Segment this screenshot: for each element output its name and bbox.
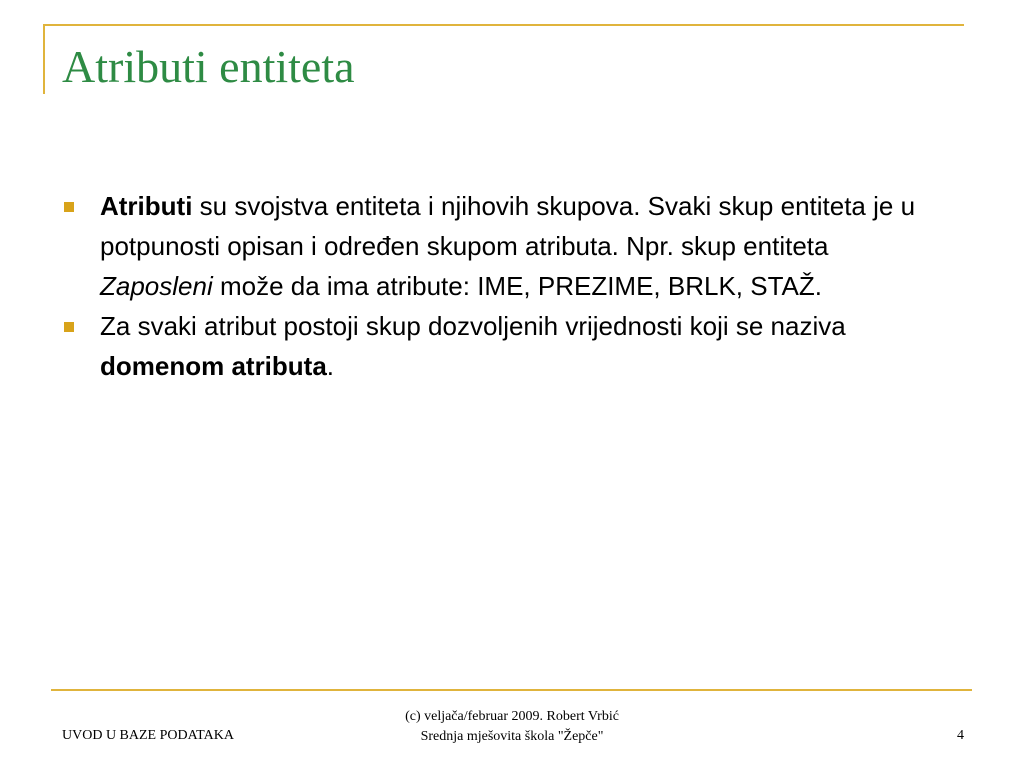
footer-copyright	[320, 707, 704, 747]
page-number: 4	[957, 728, 964, 743]
bullet-text: su svojstva entiteta i njihovih skupova. Svaki skup entiteta je u potpunosti opisan i određen skupom atributa. Npr. skup entiteta	[100, 191, 916, 261]
footer-copyright-line: (c) veljača/februar 2009. Robert Vrbić	[405, 709, 619, 724]
bullet-item-attributes	[62, 186, 942, 306]
bullet-item-domain	[62, 306, 942, 386]
footer-course-title: UVOD U BAZE PODATAKA	[62, 728, 234, 743]
footer-school-line: Srednja mješovita škola "Žepče"	[420, 729, 604, 744]
bullet-text: Za svaki atribut postoji skup dozvoljenih vrijednosti koji se naziva	[100, 311, 846, 341]
footer-rule	[51, 689, 972, 691]
slide-frame-left-line	[43, 24, 45, 94]
bullet-text: može da ima atribute: IME, PREZIME, BRLK, STAŽ.	[212, 271, 822, 301]
bullet-term: domenom atributa	[100, 351, 327, 381]
bullet-term: Atributi	[100, 191, 193, 221]
bullet-example: Zaposleni	[100, 271, 213, 301]
slide-content	[62, 186, 942, 386]
square-bullet-icon	[64, 322, 74, 332]
slide-title: Atributi entiteta	[62, 41, 355, 92]
bullet-text: .	[326, 351, 335, 381]
square-bullet-icon	[64, 202, 74, 212]
slide-frame-top-line	[43, 24, 964, 26]
